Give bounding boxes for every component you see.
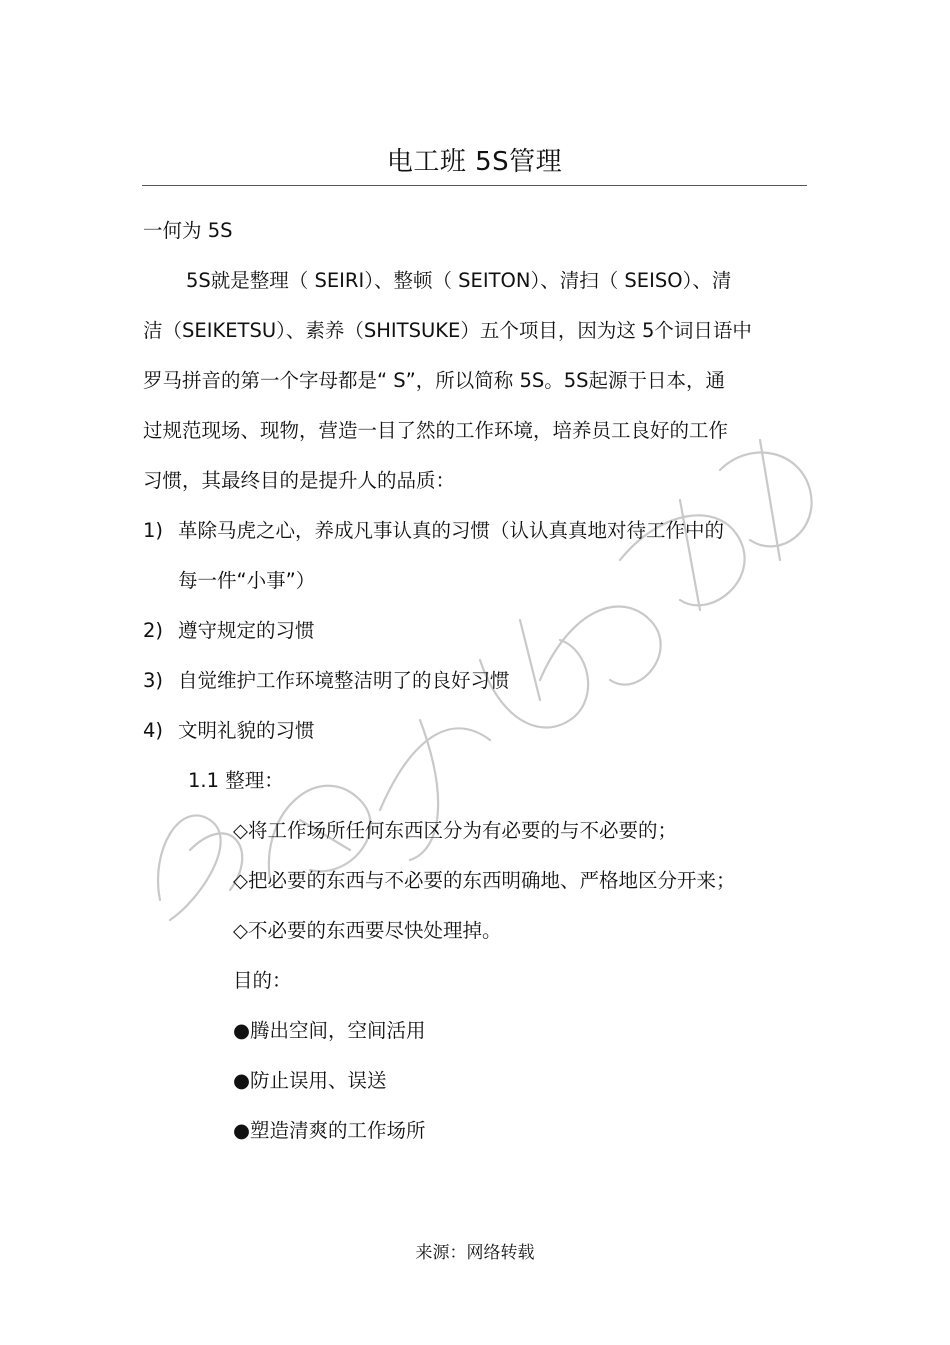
- list-number: 4): [143, 719, 164, 742]
- list-item-continuation: 每一件“小事”）: [178, 569, 316, 592]
- list-item: [143, 667, 510, 695]
- purpose-item: ●塑造清爽的工作场所: [233, 1119, 426, 1142]
- list-text: 遵守规定的习惯: [178, 619, 315, 642]
- section-heading-what-is-5s: 一何为 5S: [143, 219, 233, 242]
- purpose-label: 目的：: [233, 969, 292, 992]
- title-divider: [142, 185, 807, 186]
- purpose-item: ●腾出空间，空间活用: [233, 1019, 426, 1042]
- paragraph-line-5: 习惯，其最终目的是提升人的品质：: [143, 469, 456, 492]
- paragraph-line-4: 过规范现场、现物，营造一目了然的工作环境，培养员工良好的工作: [143, 419, 729, 442]
- list-number: 3): [143, 669, 164, 692]
- list-item: [143, 617, 315, 645]
- rule-item: ◇将工作场所任何东西区分为有必要的与不必要的；: [233, 819, 677, 842]
- purpose-item: ●防止误用、误送: [233, 1069, 387, 1092]
- list-text: 革除马虎之心，养成凡事认真的习惯（认认真真地对待工作中的: [178, 519, 725, 542]
- page-footer: 来源：网络转载: [415, 1243, 535, 1263]
- list-item: [143, 717, 315, 745]
- list-item: [143, 517, 724, 545]
- list-number: 2): [143, 619, 164, 642]
- handwritten-watermark: [120, 380, 840, 940]
- list-text: 自觉维护工作环境整洁明了的良好习惯: [178, 669, 510, 692]
- paragraph-line-3: 罗马拼音的第一个字母都是“ S”，所以简称 5S。5S起源于日本，通: [143, 369, 726, 392]
- document-title: 电工班 5S管理: [386, 147, 563, 177]
- rule-item: ◇把必要的东西与不必要的东西明确地、严格地区分开来；: [233, 869, 736, 892]
- paragraph-line-1: 5S就是整理（ SEIRI）、整顿（ SEITON）、清扫（ SEISO）、清: [186, 269, 732, 292]
- list-text: 文明礼貌的习惯: [178, 719, 315, 742]
- subsection-heading: 1.1 整理：: [188, 769, 284, 792]
- rule-item: ◇不必要的东西要尽快处理掉。: [233, 919, 502, 942]
- paragraph-line-2: 洁（SEIKETSU）、素养（SHITSUKE）五个项目，因为这 5个词日语中: [143, 319, 752, 342]
- list-number: 1): [143, 519, 164, 542]
